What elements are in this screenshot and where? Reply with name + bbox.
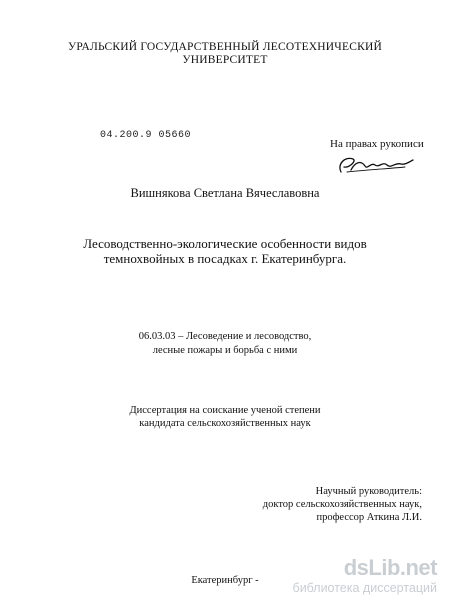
supervisor-line-1: Научный руководитель:: [315, 486, 422, 497]
university-line-2: УНИВЕРСИТЕТ: [182, 54, 268, 66]
watermark-subtitle: библиотека диссертаций: [292, 581, 437, 595]
watermark-logo: dsLib.net: [343, 555, 437, 580]
specialty-line-1: 06.03.03 – Лесоведение и лесоводство,: [138, 331, 312, 342]
specialty-line-2: лесные пожары и борьба с ними: [152, 345, 298, 356]
supervisor-line-2: доктор сельскохозяйственных наук,: [262, 499, 422, 510]
university-line-1: УРАЛЬСКИЙ ГОСУДАРСТВЕННЫЙ ЛЕСОТЕХНИЧЕСКИЙ: [68, 41, 382, 53]
degree-statement: [30, 404, 420, 430]
author-name: Вишнякова Светлана Вячеславовна: [130, 186, 320, 200]
dissertation-title: [30, 236, 420, 266]
specialty-code: [30, 330, 420, 358]
title-line-1: Лесоводственно-экологические особенности видов: [83, 236, 367, 251]
dslib-watermark: [270, 555, 445, 599]
degree-line-1: Диссертация на соискание ученой степени: [129, 405, 321, 416]
supervisor-line-3: профессор Аткина Л.И.: [316, 512, 422, 523]
degree-line-2: кандидата сельскохозяйственных наук: [139, 418, 311, 429]
city-year: Екатеринбург -: [191, 575, 259, 586]
rights-label: На правах рукописи: [330, 138, 424, 150]
document-number-stamp: 04.200.9 05660: [100, 130, 192, 141]
handwritten-signature: [335, 150, 415, 180]
supervisor-block: [250, 485, 422, 524]
title-line-2: темнохвойных в посадках г. Екатеринбурга.: [103, 251, 347, 266]
university-header: [60, 41, 390, 67]
